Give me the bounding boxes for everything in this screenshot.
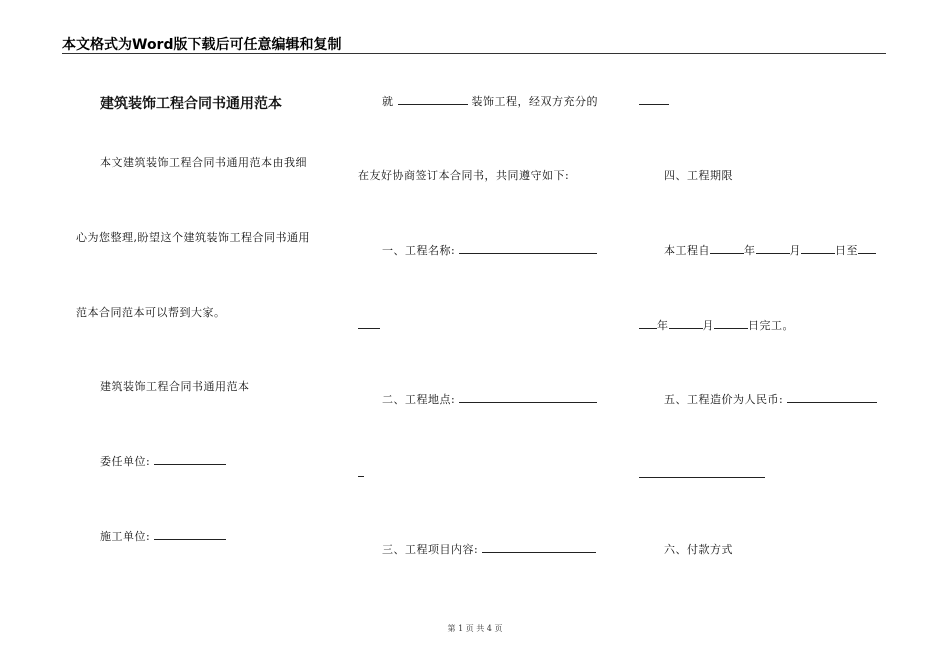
project-blank xyxy=(398,94,468,105)
continuation-blank xyxy=(358,318,380,329)
start-day-blank xyxy=(801,243,835,254)
item-project-location xyxy=(382,391,597,407)
year-label: 年 xyxy=(744,244,756,257)
project-location-label: 二、工程地点: xyxy=(382,393,456,406)
clause-prefix: 就 xyxy=(382,95,394,108)
clause-suffix: 装饰工程，经双方充分的 xyxy=(471,95,598,108)
month-label: 月 xyxy=(789,244,801,257)
project-name-label: 一、工程名称: xyxy=(382,244,456,257)
intro-line-3: 范本合同范本可以帮到大家。 xyxy=(76,306,226,319)
contractor-label: 施工单位: xyxy=(100,530,151,543)
period-start-line xyxy=(664,242,876,258)
start-month-blank xyxy=(756,243,790,254)
item-cost xyxy=(664,391,877,407)
page-footer: 第 1 页 共 4 页 xyxy=(447,624,503,633)
project-content-label: 三、工程项目内容: xyxy=(382,543,479,556)
project-name-blank xyxy=(459,243,597,254)
day-to-label: 日至 xyxy=(835,244,858,257)
end-month-blank xyxy=(669,318,703,329)
item-period-heading: 四、工程期限 xyxy=(664,169,733,182)
contractor-field xyxy=(100,528,226,544)
document-title: 建筑装饰工程合同书通用范本 xyxy=(100,96,282,112)
intro-line-1: 本文建筑装饰工程合同书通用范本由我细 xyxy=(100,156,307,169)
intro-clause xyxy=(382,93,598,109)
item-project-content xyxy=(382,541,596,557)
period-end-line xyxy=(639,317,794,333)
top-continuation-blank xyxy=(639,94,669,105)
client-blank xyxy=(154,454,226,465)
item-payment-method: 六、付款方式 xyxy=(664,543,733,556)
item-project-name xyxy=(382,242,597,258)
agreement-line: 在友好协商签订本合同书，共同遵守如下: xyxy=(358,169,570,182)
completion-label: 日完工。 xyxy=(748,319,794,332)
continuation-blank-short xyxy=(358,466,364,477)
end-year-blank xyxy=(639,318,657,329)
header-divider xyxy=(62,53,886,54)
end-month-label: 月 xyxy=(702,319,714,332)
end-day-blank xyxy=(714,318,748,329)
period-prefix: 本工程自 xyxy=(664,244,710,257)
start-year-blank xyxy=(710,243,744,254)
cost-blank xyxy=(787,392,877,403)
client-label: 委任单位: xyxy=(100,455,151,468)
section-subtitle: 建筑装饰工程合同书通用范本 xyxy=(100,380,250,393)
intro-line-2: 心为您整理,盼望这个建筑装饰工程合同书通用 xyxy=(76,231,310,244)
end-year-label: 年 xyxy=(657,319,669,332)
client-field xyxy=(100,453,226,469)
contractor-blank xyxy=(154,529,226,540)
page-header: 本文格式为Word版下载后可任意编辑和复制 xyxy=(62,37,342,53)
cost-continuation-blank xyxy=(639,467,765,478)
cost-label: 五、工程造价为人民币: xyxy=(664,393,784,406)
project-location-blank xyxy=(459,392,597,403)
end-prefix-blank xyxy=(858,243,876,254)
project-content-blank xyxy=(482,542,596,553)
